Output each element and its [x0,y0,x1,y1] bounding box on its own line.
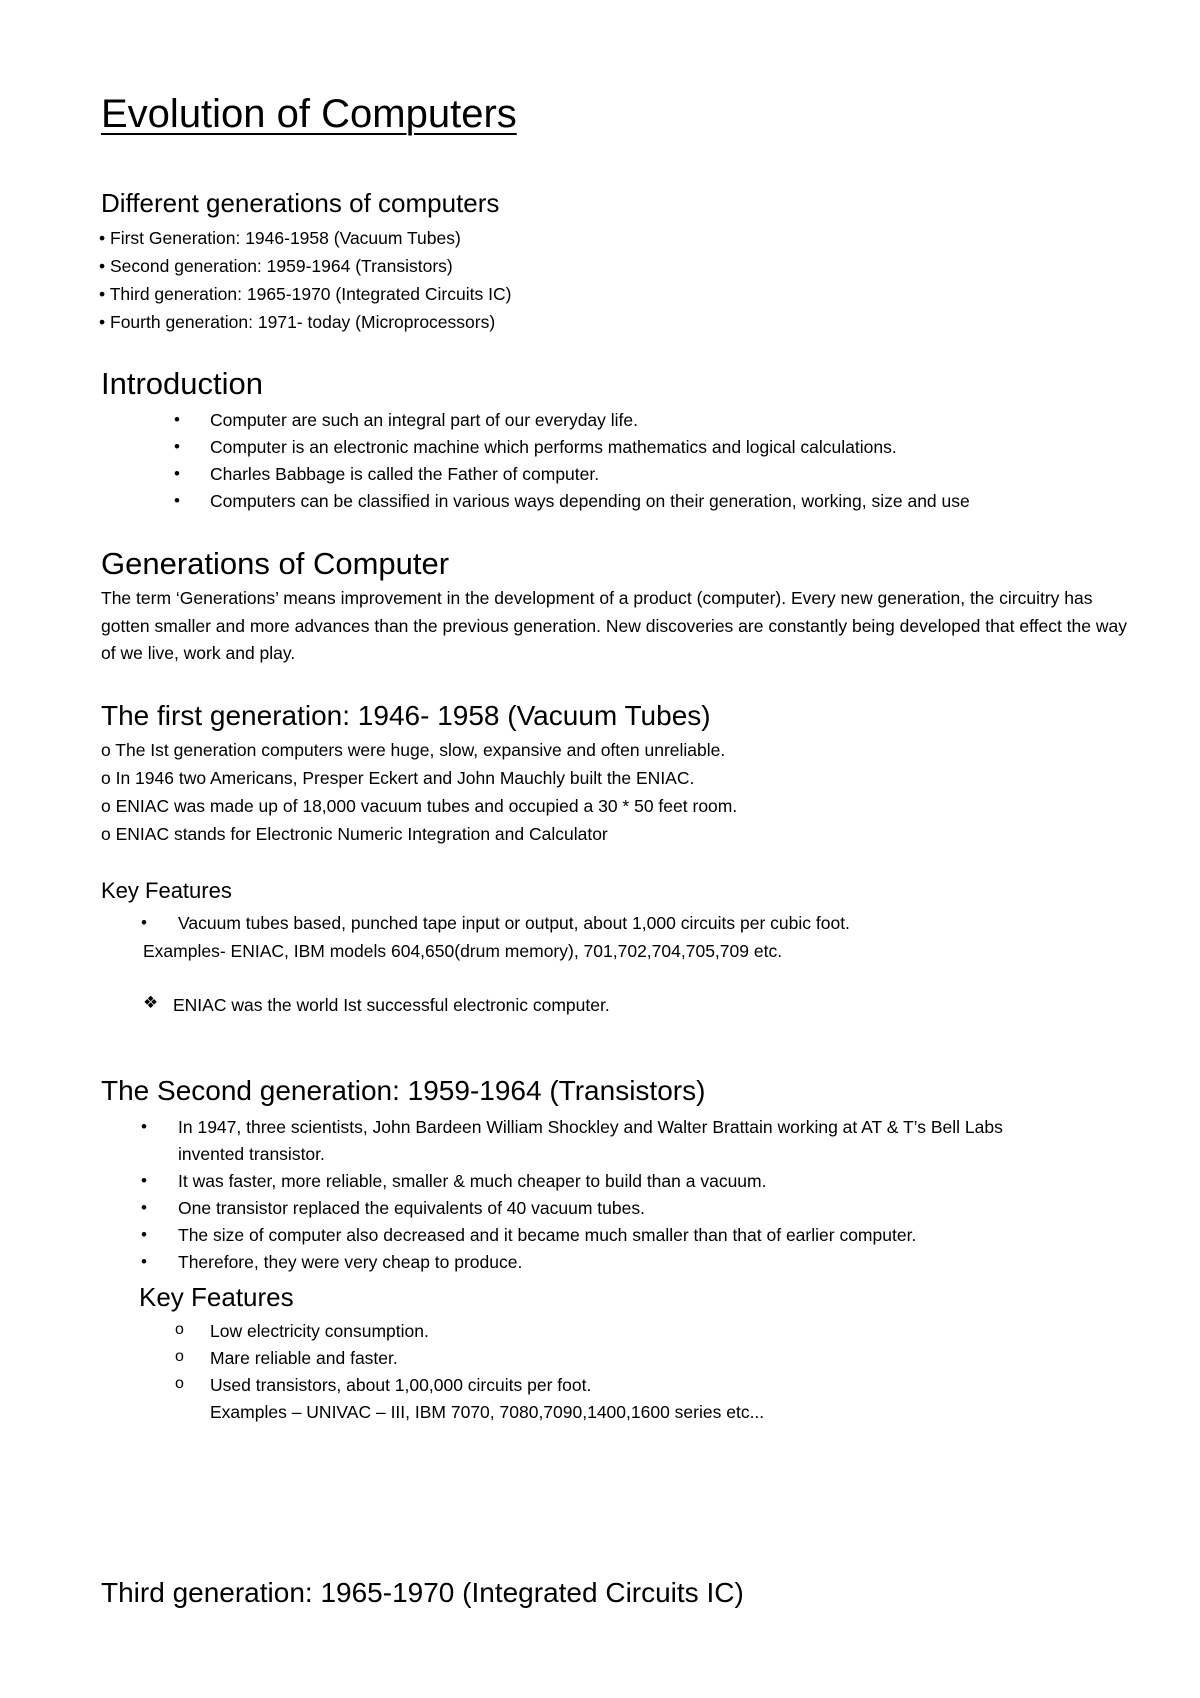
second-generation-item: The size of computer also decreased and it became much smaller than that of earlier computer. [178,1225,917,1245]
circle-bullet-icon: o [175,1348,184,1365]
first-generation-item: o In 1946 two Americans, Presper Eckert and John Mauchly built the ENIAC. [101,768,695,788]
bullet-icon: • [174,410,180,429]
second-generation-item: One transistor replaced the equivalents of 40 vacuum tubes. [178,1198,645,1218]
second-key-features-heading: Key Features [139,1282,294,1312]
generations-list-item: • First Generation: 1946-1958 (Vacuum Tubes) [99,228,461,248]
first-key-feature-item: Vacuum tubes based, punched tape input or output, about 1,000 circuits per cubic foot. [178,913,850,933]
first-generation-item: o ENIAC was made up of 18,000 vacuum tubes and occupied a 30 * 50 feet room. [101,796,738,816]
generations-list-heading: Different generations of computers [101,188,500,218]
bullet-icon: • [141,1198,147,1217]
third-generation-heading: Third generation: 1965-1970 (Integrated Circuits IC) [101,1577,744,1608]
second-generation-item: In 1947, three scientists, John Bardeen William Shockley and Walter Brattain working at AT & T’s Bell Labs [178,1117,1003,1137]
second-generation-heading: The Second generation: 1959-1964 (Transistors) [101,1075,706,1106]
page-title: Evolution of Computers [101,92,517,136]
bullet-icon: • [174,464,180,483]
generations-list-item: • Third generation: 1965-1970 (Integrated Circuits IC) [99,284,512,304]
first-key-features-heading: Key Features [101,878,232,903]
bullet-icon: • [174,437,180,456]
second-key-feature-item: Used transistors, about 1,00,000 circuits per foot. [210,1375,592,1395]
introduction-item: Computer are such an integral part of our everyday life. [210,410,638,430]
bullet-icon: • [174,491,180,510]
second-key-feature-item: Mare reliable and faster. [210,1348,398,1368]
second-generation-item: It was faster, more reliable, smaller & much cheaper to build than a vacuum. [178,1171,767,1191]
introduction-item: Charles Babbage is called the Father of computer. [210,464,600,484]
introduction-heading: Introduction [101,366,263,401]
introduction-item: Computer is an electronic machine which performs mathematics and logical calculations. [210,437,897,457]
second-examples: Examples – UNIVAC – III, IBM 7070, 7080,7090,1400,1600 series etc... [210,1402,765,1422]
first-generation-item: o ENIAC stands for Electronic Numeric Integration and Calculator [101,824,608,844]
second-generation-item: Therefore, they were very cheap to produce. [178,1252,523,1272]
bullet-icon: • [141,1252,147,1271]
first-examples: Examples- ENIAC, IBM models 604,650(drum memory), 701,702,704,705,709 etc. [143,941,783,961]
first-generation-heading: The first generation: 1946- 1958 (Vacuum Tubes) [101,700,711,731]
circle-bullet-icon: o [175,1375,184,1392]
circle-bullet-icon: o [175,1321,184,1338]
second-key-feature-item: Low electricity consumption. [210,1321,429,1341]
first-generation-item: o The Ist generation computers were huge, slow, expansive and often unreliable. [101,740,726,760]
bullet-icon: • [141,1171,147,1190]
generations-of-computer-paragraph: The term ‘Generations’ means improvement in the development of a product (computer). Every new generation, the circuitry has gotten smaller and more advances than the previous generation. New discoveries are constantly being developed that effect the way of we live, work and play. [101,588,1127,663]
second-generation-item-continued: invented transistor. [178,1144,325,1164]
generations-of-computer-heading: Generations of Computer [101,546,450,581]
bullet-icon: • [141,1117,147,1136]
bullet-icon: • [141,913,147,932]
first-generation-note: ENIAC was the world Ist successful electronic computer. [173,995,610,1015]
generations-list-item: • Second generation: 1959-1964 (Transistors) [99,256,453,276]
diamond-bullet-icon: ❖ [143,993,159,1012]
bullet-icon: • [141,1225,147,1244]
generations-list-item: • Fourth generation: 1971- today (Microprocessors) [99,312,496,332]
introduction-item: Computers can be classified in various ways depending on their generation, working, size and use [210,491,970,511]
